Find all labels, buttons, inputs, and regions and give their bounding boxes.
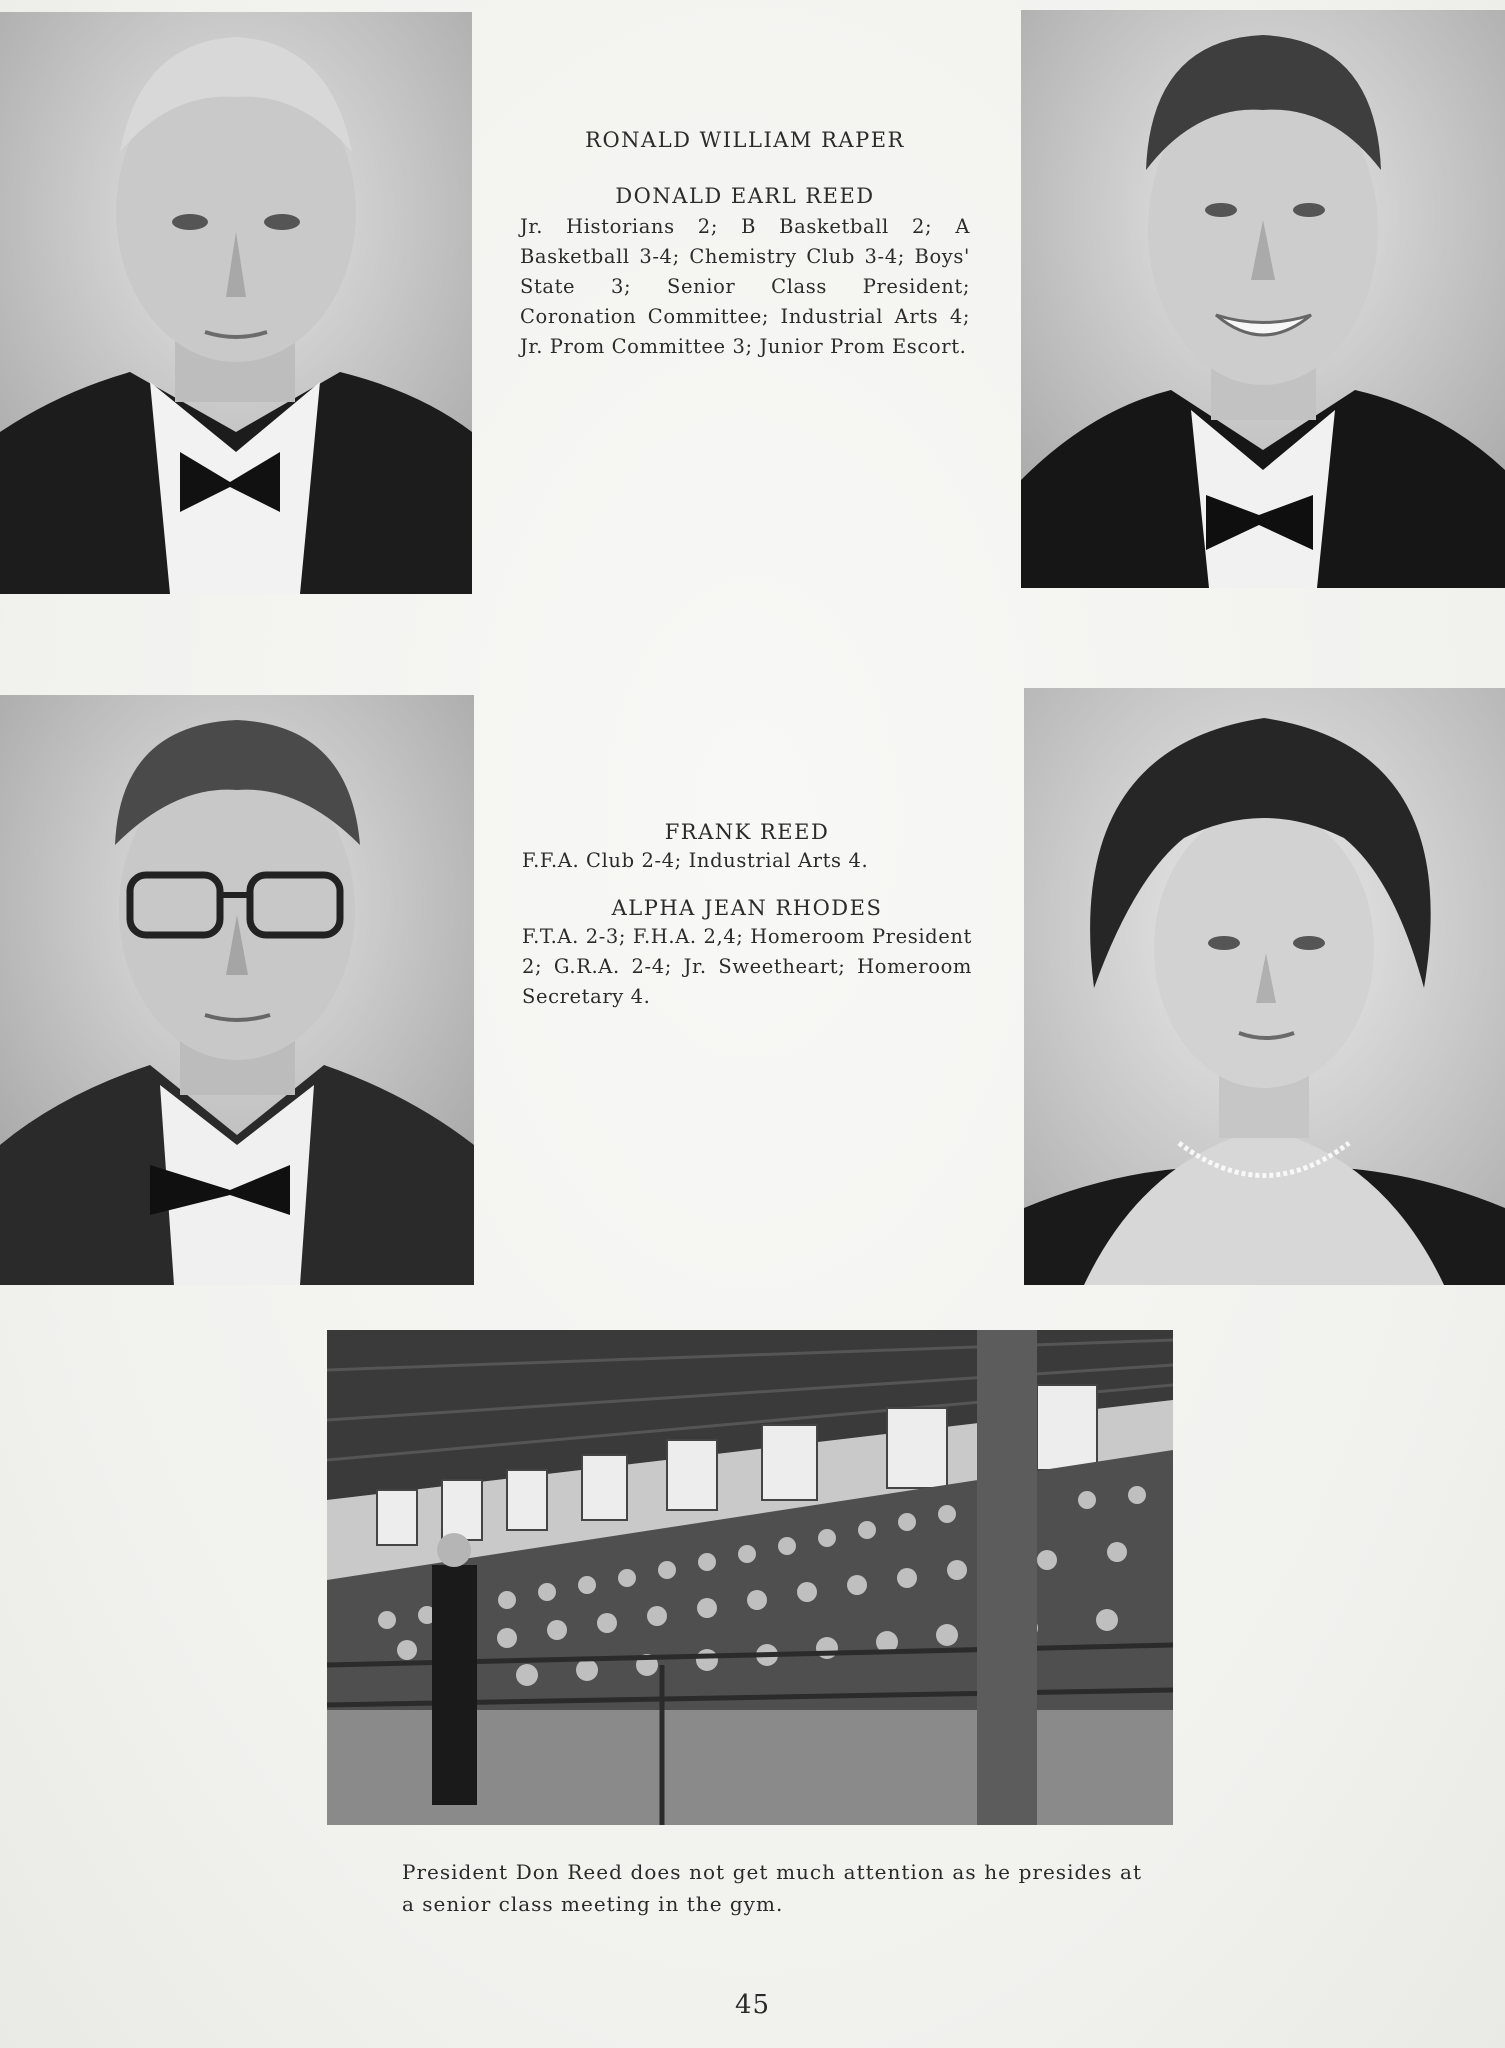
student-activities-alpha-jean-rhodes: F.T.A. 2-3; F.H.A. 2,4; Homeroom President 2; G.R.A. 2-4; Jr. Sweetheart; Homeroom Secretary 4.	[522, 925, 972, 1008]
photo-senior-class-meeting	[327, 1330, 1173, 1825]
portrait-alpha-jean-rhodes	[1024, 688, 1505, 1285]
page-number: 45	[734, 1990, 771, 2020]
text-block-middle	[522, 820, 972, 1012]
student-activities-donald-reed: Jr. Historians 2; B Basketball 2; A Basketball 3-4; Chemistry Club 3-4; Boys' State 3; Senior Class President; Coronation Committee; Industrial Arts 4; Jr. Prom Committee 3; Junior Prom Escort.	[520, 215, 970, 358]
portrait-ronald-raper	[0, 12, 472, 594]
portrait-frank-reed	[0, 695, 474, 1285]
student-name-donald-reed: DONALD EARL REED	[615, 184, 875, 208]
student-name-raper: RONALD WILLIAM RAPER	[585, 128, 905, 152]
student-activities-frank-reed: F.F.A. Club 2-4; Industrial Arts 4.	[522, 849, 869, 872]
student-name-alpha-jean-rhodes: ALPHA JEAN RHODES	[611, 896, 883, 920]
student-name-frank-reed: FRANK REED	[664, 820, 830, 844]
photo-caption: President Don Reed does not get much attention as he presides at a senior class meeting in the gym.	[402, 1860, 1142, 1916]
text-block-top	[520, 128, 970, 362]
portrait-donald-reed	[1021, 10, 1505, 588]
